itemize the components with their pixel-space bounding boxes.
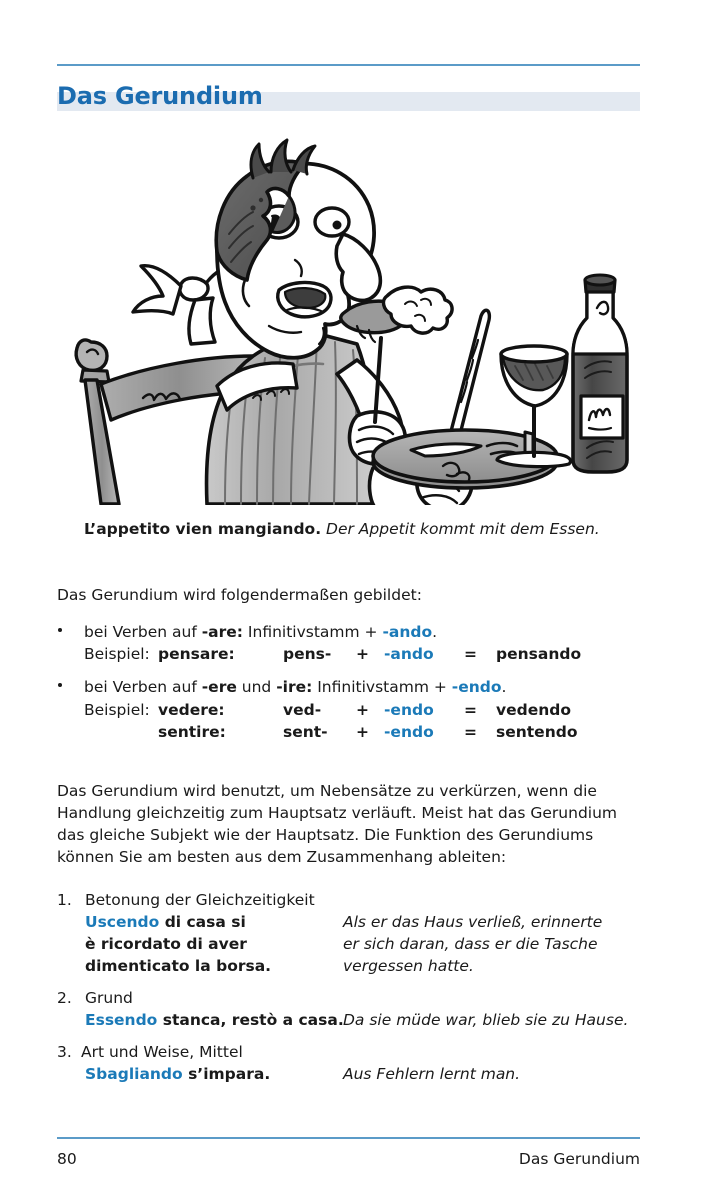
list-marker: 3. (57, 1043, 72, 1061)
example-stem: pens- (283, 645, 332, 664)
german-translation: Als er das Haus verließ, erinnerte er sich daran, dass er die Tasche vergessen hatte. (343, 913, 603, 975)
german-translation: Aus Fehlern lernt man. (343, 1065, 521, 1083)
illustration-man-eating (57, 130, 640, 505)
example-pair (85, 1063, 657, 1085)
example-plus: + (356, 700, 369, 719)
formation-rules (57, 621, 657, 754)
bullet-dot-icon (58, 628, 62, 632)
usage-paragraph: Das Gerundium wird benutzt, um Nebensätze zu verkürzen, wenn die Handlung gleichzeitig zum Hauptsatz verläuft. Meist hat das Gerundium das gleiche Subjekt wie der Hauptsatz. Die Funktion des Gerundiums können Sie am besten aus dem Zusammenhang ableiten: (57, 782, 618, 866)
bullet-ere-ire (57, 676, 657, 742)
example-label: Beispiel: (84, 645, 150, 664)
caption-german: Der Appetit kommt mit dem Essen. (326, 520, 600, 538)
footer-section-title: Das Gerundium (518, 1150, 640, 1168)
example-infinitive: pensare: (158, 645, 235, 664)
list-item (57, 1041, 657, 1085)
example-result: sentendo (496, 722, 578, 741)
wine-bottle (573, 275, 627, 472)
example-result: vedendo (496, 700, 572, 719)
list-marker: 2. (57, 989, 72, 1007)
italian-example: Essendo stanca, restò a casa. (85, 1011, 344, 1029)
page-number: 80 (57, 1150, 77, 1168)
function-list (57, 889, 657, 1095)
header-rule (57, 64, 640, 66)
example-row (84, 699, 657, 721)
example-infinitive: sentire: (158, 722, 226, 741)
list-item (57, 987, 657, 1031)
intro-text: Das Gerundium wird folgendermaßen gebildet: (57, 586, 422, 604)
italian-example: Sbagliando s’impara. (85, 1065, 271, 1083)
caption-italian: L’appetito vien mangiando. (84, 520, 322, 538)
example-plus: + (356, 645, 369, 664)
bullet-are (57, 621, 657, 665)
example-equals: = (464, 700, 477, 719)
list-item (57, 889, 657, 977)
bullet-dot-icon (58, 683, 62, 687)
list-heading: Betonung der Gleichzeitigkeit (85, 891, 315, 909)
example-stem: sent- (283, 722, 328, 741)
example-suffix: -endo (384, 722, 434, 741)
page-title: Das Gerundium (57, 82, 263, 110)
list-heading: Art und Weise, Mittel (81, 1043, 243, 1061)
example-pair (85, 911, 657, 977)
example-row (84, 721, 657, 743)
example-label: Beispiel: (84, 700, 150, 719)
example-stem: ved- (283, 700, 322, 719)
example-suffix: -ando (384, 645, 434, 664)
example-suffix: -endo (384, 700, 434, 719)
german-translation: Da sie müde war, blieb sie zu Hause. (343, 1011, 629, 1029)
illustration-caption (84, 519, 644, 539)
list-marker: 1. (57, 891, 72, 909)
example-equals: = (464, 722, 477, 741)
example-pair (85, 1009, 657, 1031)
example-plus: + (356, 722, 369, 741)
example-equals: = (464, 645, 477, 664)
bullet-ere-ire-text: bei Verben auf -ere und -ire: Infinitivstamm + -endo. (84, 678, 507, 697)
example-result: pensando (496, 645, 582, 664)
example-infinitive: vedere: (158, 700, 225, 719)
italian-example: Uscendo di casa si è ricordato di aver dimenticato la borsa. (85, 913, 272, 975)
example-row (84, 643, 657, 665)
bullet-are-text: bei Verben auf -are: Infinitivstamm + -ando. (84, 623, 438, 641)
list-heading: Grund (85, 989, 133, 1007)
footer-rule (57, 1137, 640, 1139)
